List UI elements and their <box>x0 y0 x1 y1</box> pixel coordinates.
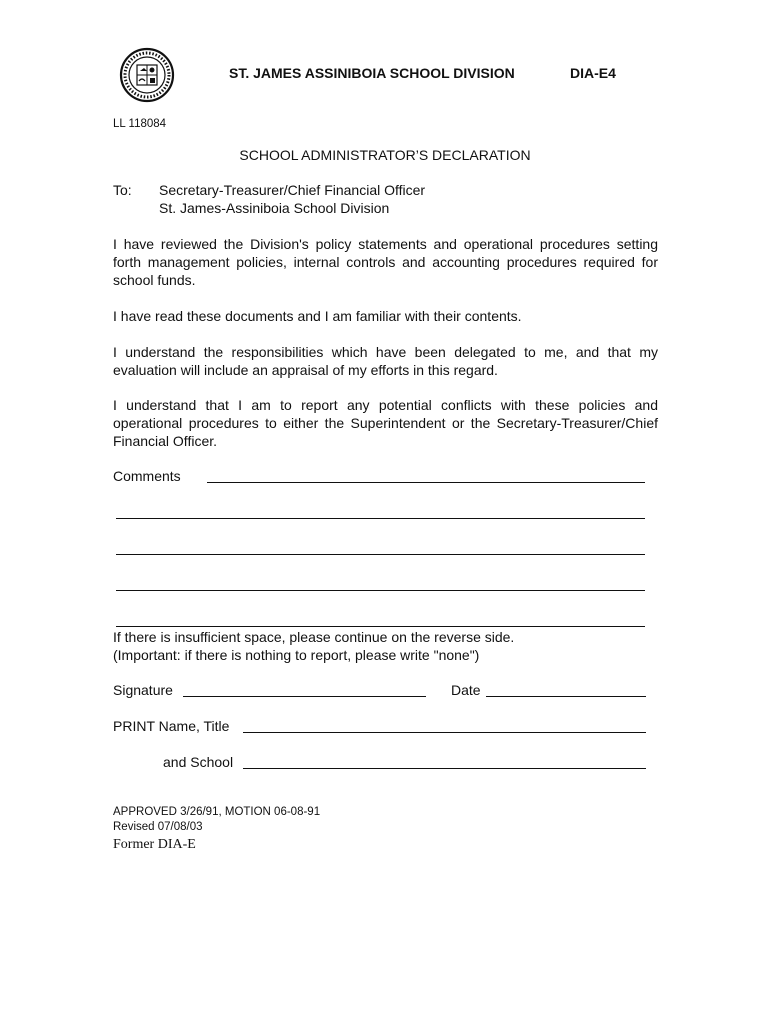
recipient-title: Secretary-Treasurer/Chief Financial Officer <box>159 182 426 198</box>
to-label: To: <box>113 182 132 198</box>
paragraph-conflicts: I understand that I am to report any potential conflicts with these policies and operational procedures to either the Superintendent or the Secretary-Treasurer/Chief Financial Officer. <box>113 397 658 450</box>
comments-line-5[interactable] <box>116 626 645 627</box>
division-seal <box>118 47 176 103</box>
print-name-label: PRINT Name, Title <box>113 718 230 734</box>
revised-note: Revised 07/08/03 <box>113 821 203 833</box>
division-title: ST. JAMES ASSINIBOIA SCHOOL DIVISION <box>229 65 515 81</box>
nothing-to-report-note: (Important: if there is nothing to report, please write "none") <box>113 647 480 663</box>
comments-line-3[interactable] <box>116 554 645 555</box>
comments-line-4[interactable] <box>116 590 645 591</box>
paragraph-responsibilities: I understand the responsibilities which have been delegated to me, and that my evaluation will include an appraisal of my efforts in this regard. <box>113 344 658 379</box>
school-division-seal-icon <box>118 47 176 103</box>
form-code: DIA-E4 <box>570 65 616 81</box>
school-label: and School <box>163 754 234 770</box>
date-line[interactable] <box>486 696 646 697</box>
reference-number: LL 118084 <box>113 118 167 130</box>
page-title: SCHOOL ADMINISTRATOR’S DECLARATION <box>239 147 531 163</box>
date-label: Date <box>451 682 481 698</box>
school-line[interactable] <box>243 768 646 769</box>
approved-note: APPROVED 3/26/91, MOTION 06-08-91 <box>113 806 321 818</box>
comments-line-1[interactable] <box>207 482 645 483</box>
paragraph-familiar: I have read these documents and I am familiar with their contents. <box>113 308 522 324</box>
comments-label: Comments <box>113 468 181 484</box>
signature-label: Signature <box>113 682 173 698</box>
insufficient-space-note: If there is insufficient space, please continue on the reverse side. <box>113 629 515 645</box>
print-name-line[interactable] <box>243 732 646 733</box>
former-form-note: Former DIA-E <box>113 837 196 852</box>
paragraph-policies: I have reviewed the Division's policy statements and operational procedures setting forth management policies, internal controls and accounting procedures required for school funds. <box>113 236 658 289</box>
comments-line-2[interactable] <box>116 518 645 519</box>
signature-line[interactable] <box>183 696 426 697</box>
recipient-organization: St. James-Assiniboia School Division <box>159 200 390 216</box>
